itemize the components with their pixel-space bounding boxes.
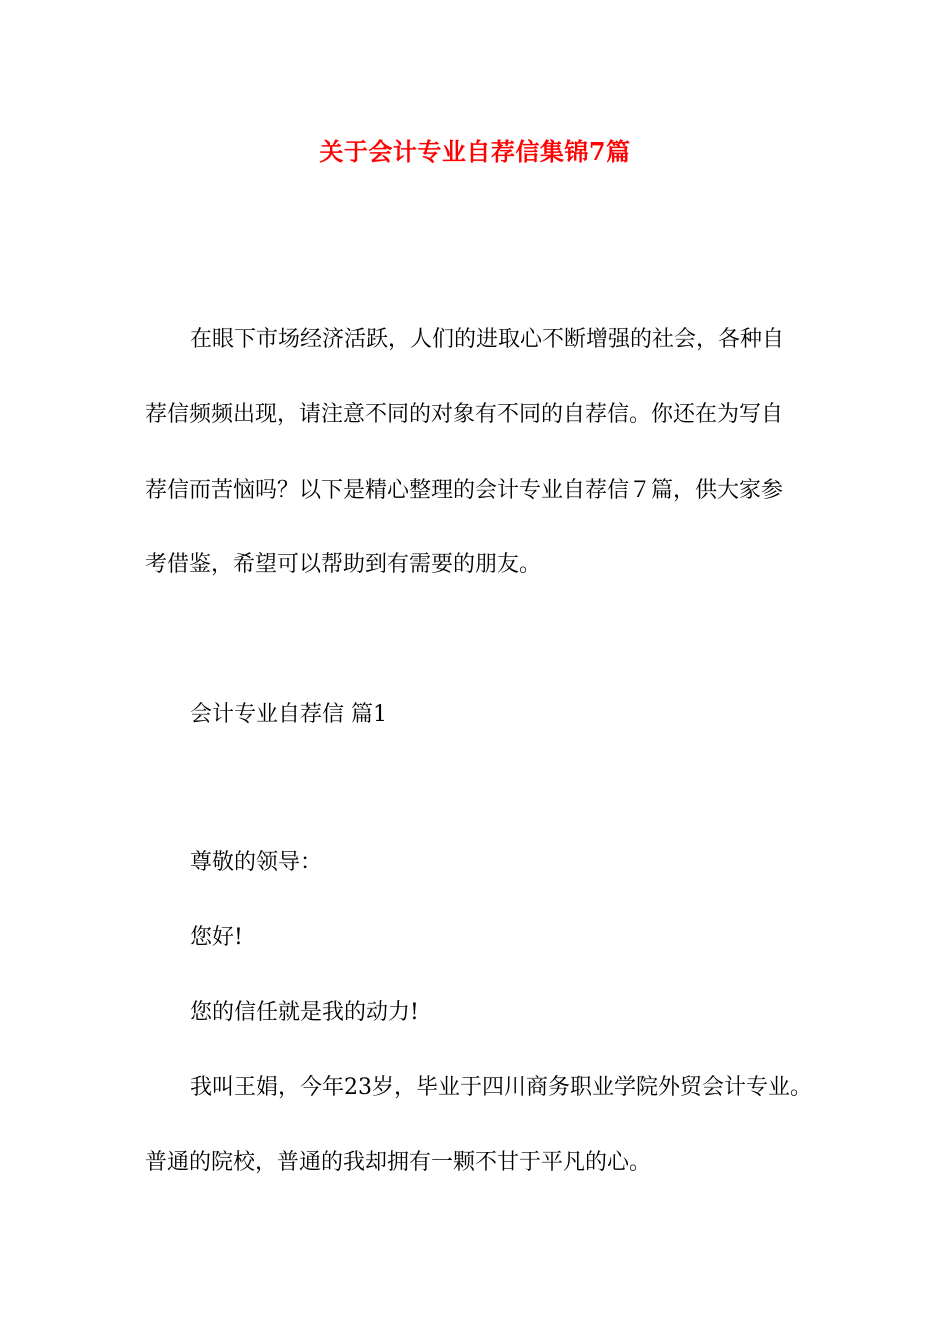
letter-body-line-1: 我叫王娟，今年23岁，毕业于四川商务职业学院外贸会计专业。 xyxy=(190,1075,812,1100)
letter-greeting: 尊敬的领导： xyxy=(190,850,323,875)
intro-line-3: 荐信而苦恼吗？以下是精心整理的会计专业自荐信７篇，供大家参 xyxy=(145,478,784,503)
intro-line-2: 荐信频频出现，请注意不同的对象有不同的自荐信。你还在为写自 xyxy=(145,402,784,427)
section-heading: 会计专业自荐信 篇1 xyxy=(190,702,387,727)
letter-salutation: 您好! xyxy=(190,925,243,950)
document-title: 关于会计专业自荐信集锦7篇 xyxy=(319,137,631,166)
letter-trust-line: 您的信任就是我的动力! xyxy=(190,1000,419,1025)
intro-line-4: 考借鉴，希望可以帮助到有需要的朋友。 xyxy=(145,552,542,577)
intro-line-1: 在眼下市场经济活跃，人们的进取心不断增强的社会，各种自 xyxy=(190,327,785,352)
letter-body-line-2: 普通的院校，普通的我却拥有一颗不甘于平凡的心。 xyxy=(145,1150,652,1175)
